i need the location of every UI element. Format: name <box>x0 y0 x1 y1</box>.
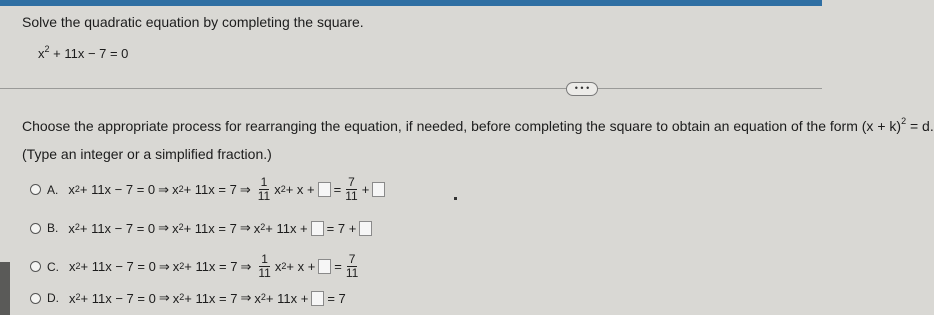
option-b[interactable]: B. x $^2$ + 11x − 7 = 0 ⇒ x $^2$ + 11x = 7 ⇒ x $^2$ + 11x + = 7 + <box>30 220 375 236</box>
expression-part: + 11x = 7 <box>183 182 237 197</box>
hint-text: (Type an integer or a simplified fraction.) <box>22 146 272 162</box>
expression-part: = 7 + <box>326 220 357 236</box>
fraction <box>256 176 272 203</box>
option-letter: B. <box>47 221 59 235</box>
denominator: 11 <box>258 266 271 280</box>
option-a[interactable]: A. x $^2$ + 11x − 7 = 0 ⇒ x $^2$ + 11x = 7 ⇒ $\frac{1}{11}$ x $^2$ + x + = $\frac{7}{11}$ + <box>30 176 388 203</box>
x-term: x <box>172 259 180 274</box>
scrollbar-edge[interactable] <box>0 262 10 315</box>
option-letter: A. <box>47 182 59 197</box>
radio-button[interactable] <box>30 293 41 304</box>
answer-input-box[interactable] <box>311 291 324 306</box>
radio-button[interactable] <box>30 223 41 234</box>
question-text: Solve the quadratic equation by completing the square. <box>22 14 364 30</box>
x-term: x <box>274 182 281 197</box>
given-equation <box>38 43 129 61</box>
equals-sign: = <box>334 259 342 274</box>
x-term: x <box>253 220 261 236</box>
option-letter: D. <box>47 291 59 305</box>
x-term: x <box>68 220 75 236</box>
numerator: 1 <box>260 175 268 189</box>
implies-arrow: ⇒ <box>158 258 170 274</box>
fraction <box>343 176 359 203</box>
x-term: x <box>274 259 282 274</box>
option-c[interactable]: C. x $^2$ + 11x − 7 = 0 ⇒ x $^2$ + 11x = 7 ⇒ $\frac{1}{11}$ x $^2$ + x + = $\frac{7}{11}$ <box>30 253 362 280</box>
x-term: x <box>254 290 261 306</box>
more-options-button[interactable]: • • • <box>566 82 598 96</box>
option-letter: C. <box>47 259 59 274</box>
expression-part: + x + <box>285 182 315 197</box>
answer-input-box[interactable] <box>318 182 331 197</box>
equals-sign: = <box>333 182 342 197</box>
divider <box>0 88 822 89</box>
numerator: 7 <box>348 252 356 266</box>
implies-arrow: ⇒ <box>240 290 252 305</box>
cursor-dot <box>454 197 457 200</box>
expression-part: + 11x + <box>265 290 309 306</box>
option-d[interactable]: D. x $^2$ + 11x − 7 = 0 ⇒ x $^2$ + 11x = 7 ⇒ x $^2$ + 11x + = 7 <box>30 290 346 306</box>
instruction-end: = d. <box>906 118 934 134</box>
plus-sign: + <box>361 182 370 197</box>
equation-x: x <box>38 46 45 61</box>
expression-part: + 11x = 7 <box>184 259 238 274</box>
x-term: x <box>172 182 179 197</box>
x-term: x <box>172 290 180 306</box>
x-term: x <box>69 290 76 306</box>
expression-part: + 11x − 7 = 0 <box>79 220 156 236</box>
equation-exponent: 2 <box>44 43 50 54</box>
expression-part: + 11x + <box>265 220 308 236</box>
expression-part: + x + <box>286 259 316 274</box>
answer-input-box[interactable] <box>311 221 324 236</box>
radio-button[interactable] <box>30 261 41 272</box>
instruction-text <box>22 118 934 134</box>
answer-input-box[interactable] <box>318 259 331 274</box>
expression-part: + 11x = 7 <box>183 220 237 236</box>
denominator: 11 <box>345 266 359 280</box>
top-bar <box>0 0 822 6</box>
expression-part: + 11x − 7 = 0 <box>79 182 156 197</box>
implies-arrow: ⇒ <box>239 181 251 197</box>
x-term: x <box>172 220 179 236</box>
radio-button[interactable] <box>30 184 41 195</box>
expression-part: = 7 <box>327 290 346 306</box>
implies-arrow: ⇒ <box>158 290 170 305</box>
implies-arrow: ⇒ <box>158 181 170 197</box>
implies-arrow: ⇒ <box>240 258 252 274</box>
x-term: x <box>68 182 75 197</box>
x-term: x <box>69 259 76 274</box>
expression-part: + 11x − 7 = 0 <box>80 290 156 306</box>
denominator: 11 <box>257 189 271 203</box>
implies-arrow: ⇒ <box>158 220 170 235</box>
numerator: 1 <box>261 252 268 266</box>
instruction-exponent: 2 <box>901 116 907 127</box>
fraction <box>344 253 360 280</box>
fraction <box>256 253 272 280</box>
numerator: 7 <box>348 175 355 189</box>
instruction-main: Choose the appropriate process for rearranging the equation, if needed, before completing the square to obtain an equation of the form (x + k) <box>22 118 902 134</box>
denominator: 11 <box>345 189 358 203</box>
answer-input-box[interactable] <box>372 182 385 197</box>
equation-rest: + 11x − 7 = 0 <box>49 46 129 61</box>
implies-arrow: ⇒ <box>239 220 251 235</box>
answer-input-box[interactable] <box>359 221 372 236</box>
expression-part: + 11x = 7 <box>184 290 238 306</box>
expression-part: + 11x − 7 = 0 <box>80 259 156 274</box>
